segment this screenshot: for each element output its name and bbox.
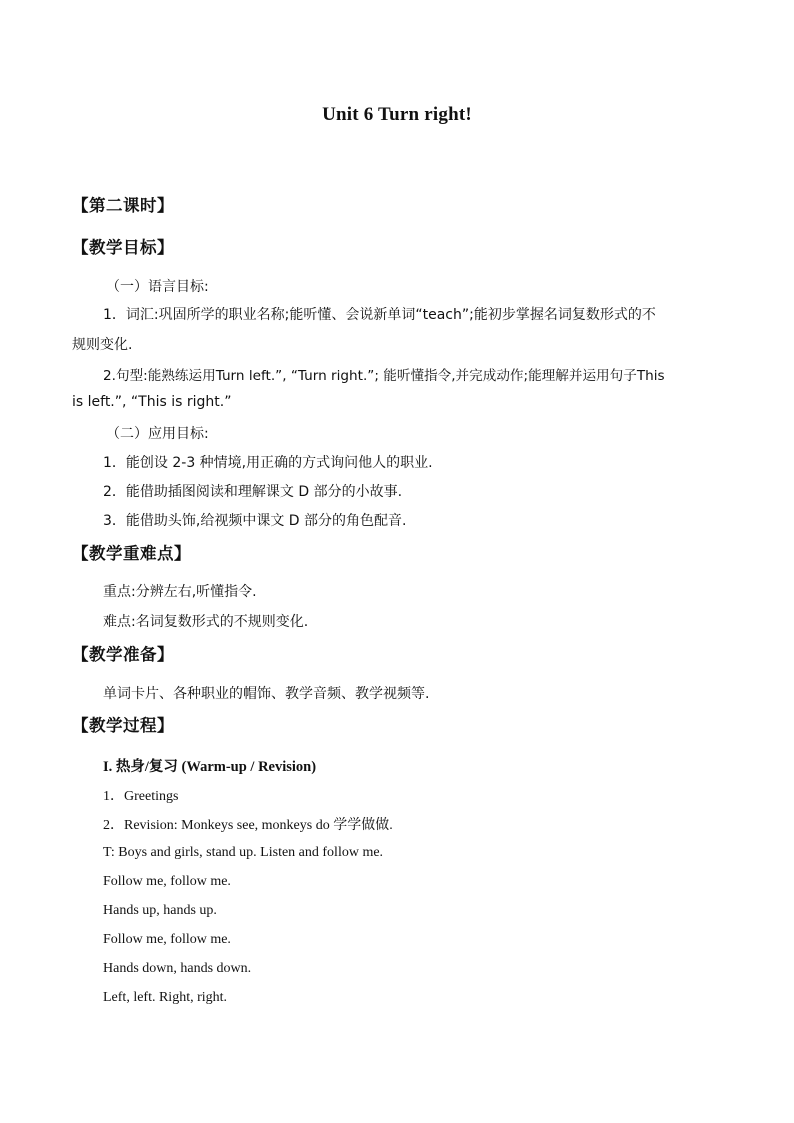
preparation-heading: 【教学准备】	[72, 645, 174, 664]
application-item-3: 3．能借助头饰,给视频中课文 D 部分的角色配音.	[103, 513, 407, 529]
lesson-heading: 【第二课时】	[72, 196, 174, 215]
process-step-2: 2．Revision: Monkeys see, monkeys do 学学做做.	[103, 818, 393, 833]
application-item-2: 2．能借助插图阅读和理解课文 D 部分的小故事.	[103, 484, 403, 500]
script-line: Hands down, hands down.	[103, 961, 252, 976]
objectives-heading: 【教学目标】	[72, 238, 174, 257]
objective-item-1-line-1: 1．词汇:巩固所学的职业名称;能听懂、会说新单词“teach”;能初步掌握名词复数形式的不	[103, 307, 656, 323]
key-point-difficulty: 难点:名词复数形式的不规则变化.	[103, 614, 309, 630]
process-section-1: I. 热身/复习 (Warm-up / Revision)	[103, 759, 317, 775]
objective-item-1-line-2: 规则变化.	[72, 337, 133, 353]
script-line: Follow me, follow me.	[103, 874, 231, 889]
objective-item-2-line-1: 2.句型:能熟练运用Turn left.”, “Turn right.”; 能听懂指令,并完成动作;能理解并运用句子This	[103, 368, 665, 384]
document-title: Unit 6 Turn right!	[322, 104, 472, 125]
script-line: Hands up, hands up.	[103, 903, 217, 918]
application-goal-label: （二）应用目标:	[106, 426, 209, 442]
key-points-heading: 【教学重难点】	[72, 544, 191, 563]
application-item-1: 1．能创设 2-3 种情境,用正确的方式询问他人的职业.	[103, 455, 433, 471]
preparation-materials: 单词卡片、各种职业的帽饰、教学音频、教学视频等.	[103, 686, 430, 702]
process-step-1: 1．Greetings	[103, 789, 179, 804]
script-line: Follow me, follow me.	[103, 932, 231, 947]
script-line: Left, left. Right, right.	[103, 990, 228, 1005]
process-heading: 【教学过程】	[72, 716, 174, 735]
key-point-focus: 重点:分辨左右,听懂指令.	[103, 584, 257, 600]
objective-item-2-line-2: is left.”, “This is right.”	[72, 394, 232, 410]
script-line: T: Boys and girls, stand up. Listen and follow me.	[103, 845, 384, 860]
language-goal-label: （一）语言目标:	[106, 279, 209, 295]
